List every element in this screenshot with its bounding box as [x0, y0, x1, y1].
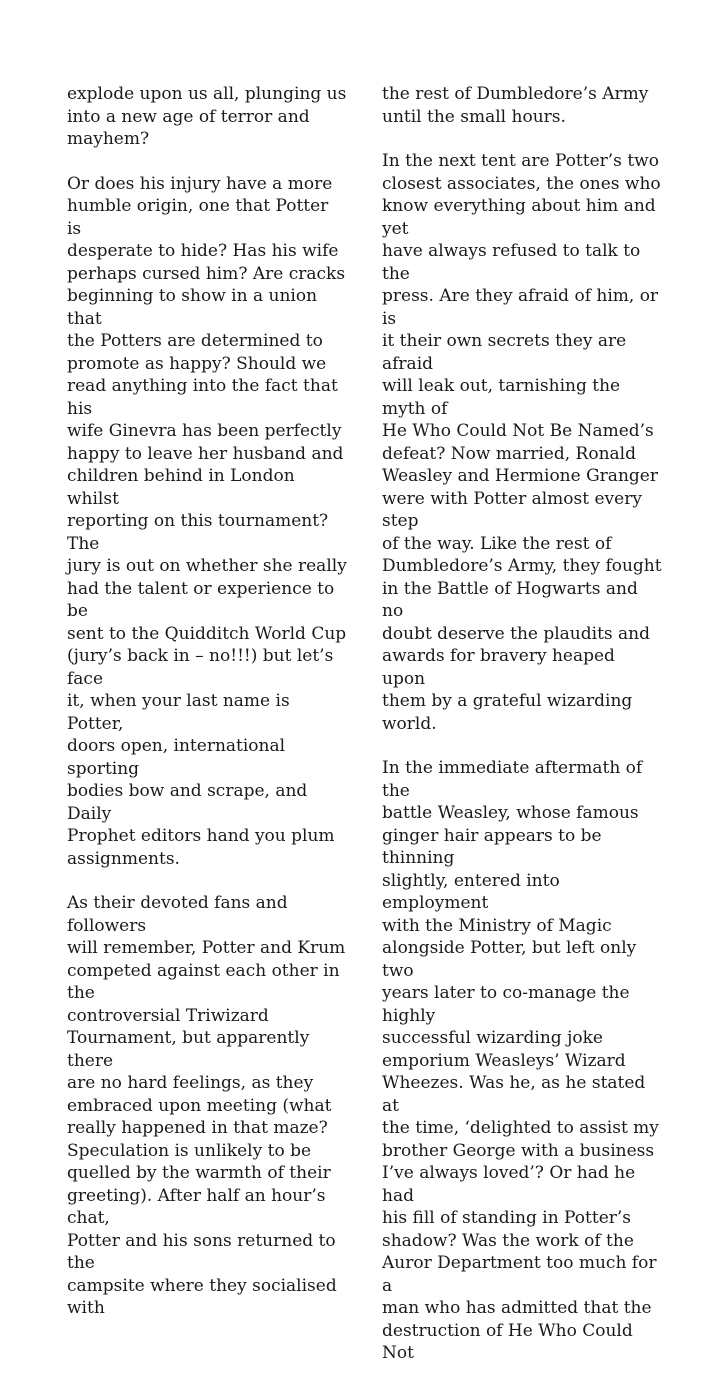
paragraph: In the immediate aftermath of the battle Weasley, whose famous ginger hair appears to be thinning slightly, entered into employment with the Ministry of Magic alongside Potter, but left only two years later to co-manage the highly successful wizarding joke emporium Weasleys’ Wizard Wheezes. Was he, as he stated at the time, ‘delighted to assist my brother George with a business I’ve always loved’? Or had he had his fill of standing in Potter’s shadow? Was the work of the Auror Department too much for a man who has admitted that the destruction of He Who Could Not — [382, 758, 659, 1363]
paragraph: explode upon us all, plunging us into a new age of terror and mayhem? — [67, 84, 347, 149]
paragraph: As their devoted fans and followers will remember, Potter and Krum competed against each other in the controversial Triwizard Tournament, but apparently there are no hard feelings, as they embraced upon meeting (what really happened in that maze? Speculation is unlikely to be quelled by the warmth of their greeting). After half an hour’s chat, Potter and his sons returned to the campsite where they socialised with — [67, 893, 346, 1318]
right-column — [382, 83, 662, 1387]
left-column — [67, 83, 347, 1342]
paragraph: Or does his injury have a more humble origin, one that Potter is desperate to hide? Has his wife perhaps cursed him? Are cracks beginning to show in a union that the Potters are determined to promote as happy? Should we read anything into the fact that his wife Ginevra has been perfectly happy to leave her husband and children behind in London whilst reporting on this tournament? The jury is out on whether she really had the talent or experience to be sent to the Quidditch World Cup (jury’s back in – no!!!) but let’s face it, when your last name is Potter, doors open, international sporting bodies bow and scrape, and Daily Prophet editors hand you plum assignments. — [67, 173, 347, 869]
paragraph: the rest of Dumbledore’s Army until the small hours. — [382, 84, 649, 127]
paragraph: In the next tent are Potter’s two closest associates, the ones who know everything about him and yet have always refused to talk to the press. Are they afraid of him, or is it their own secrets they are afraid will leak out, tarnishing the myth of He Who Could Not Be Named’s defeat? Now married, Ronald Weasley and Hermione Granger were with Potter almost every step of the way. Like the rest of Dumbledore’s Army, they fought in the Battle of Hogwarts and no doubt deserve the plaudits and awards for bravery heaped upon them by a grateful wizarding world. — [382, 151, 662, 734]
